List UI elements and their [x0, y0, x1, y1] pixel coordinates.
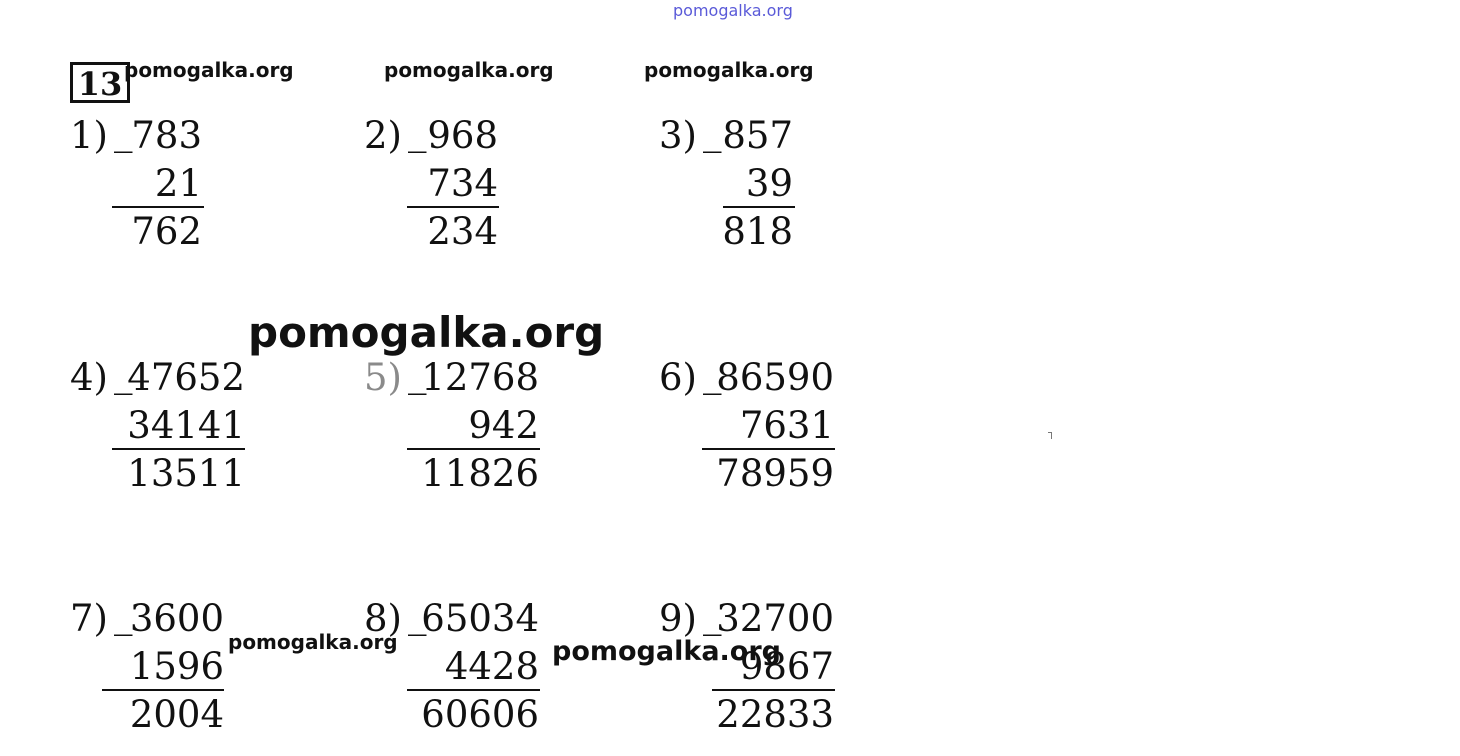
minus-sign: _ — [114, 352, 133, 395]
watermark-header-1: pomogalka.org — [124, 58, 294, 82]
difference: 234 — [427, 210, 498, 253]
watermark-header-3: pomogalka.org — [644, 58, 814, 82]
problem-label: 2) — [364, 114, 402, 157]
difference: 2004 — [129, 693, 224, 736]
minuend: 12768 — [421, 356, 539, 399]
problem-label: 4) — [70, 356, 108, 399]
watermark-bottom-2: pomogalka.org — [552, 636, 781, 667]
subtraction-problem-1 — [70, 112, 270, 262]
minus-sign: _ — [114, 110, 133, 153]
minus-sign: _ — [703, 593, 722, 636]
subtrahend: 7631 — [739, 404, 834, 447]
subtrahend: 34141 — [127, 404, 245, 447]
watermark-header-2: pomogalka.org — [384, 58, 554, 82]
stray-mark — [1048, 432, 1052, 439]
subtrahend: 4428 — [444, 645, 539, 688]
minus-sign: _ — [114, 593, 133, 636]
watermark-top: pomogalka.org — [673, 1, 793, 20]
minuend: 65034 — [421, 597, 539, 640]
subtraction-problem-2 — [364, 112, 564, 262]
minus-sign: _ — [703, 110, 722, 153]
difference: 13511 — [127, 452, 245, 495]
subtraction-problem-3 — [659, 112, 859, 262]
subtraction-problem-7 — [70, 595, 270, 745]
problem-label: 9) — [659, 597, 697, 640]
subtraction-problem-4 — [70, 354, 270, 504]
problem-label: 7) — [70, 597, 108, 640]
difference: 60606 — [421, 693, 539, 736]
subtrahend: 734 — [427, 162, 498, 205]
subtrahend: 9867 — [739, 645, 834, 688]
subtrahend: 1596 — [129, 645, 224, 688]
problem-label: 5) — [364, 356, 402, 399]
watermark-bottom-1: pomogalka.org — [228, 630, 398, 654]
difference: 762 — [131, 210, 202, 253]
problem-label: 8) — [364, 597, 402, 640]
minuend: 783 — [131, 114, 202, 157]
subtraction-problem-9 — [659, 595, 859, 745]
task-number: 13 — [70, 62, 130, 103]
difference: 22833 — [716, 693, 834, 736]
minuend: 968 — [427, 114, 498, 157]
problem-label: 3) — [659, 114, 697, 157]
minus-sign: _ — [703, 352, 722, 395]
minuend: 32700 — [716, 597, 834, 640]
subtrahend: 942 — [468, 404, 539, 447]
minus-sign: _ — [408, 110, 427, 153]
difference: 11826 — [421, 452, 539, 495]
minus-sign: _ — [408, 593, 427, 636]
minuend: 47652 — [127, 356, 245, 399]
difference: 818 — [722, 210, 793, 253]
minuend: 86590 — [716, 356, 834, 399]
subtraction-problem-5 — [364, 354, 564, 504]
subtrahend: 21 — [154, 162, 202, 205]
minuend: 857 — [722, 114, 793, 157]
difference: 78959 — [716, 452, 834, 495]
subtraction-problem-6 — [659, 354, 859, 504]
subtraction-problem-8 — [364, 595, 564, 745]
subtrahend: 39 — [745, 162, 793, 205]
minus-sign: _ — [408, 352, 427, 395]
minuend: 3600 — [129, 597, 224, 640]
problem-label: 6) — [659, 356, 697, 399]
watermark-center: pomogalka.org — [248, 308, 605, 357]
problem-label: 1) — [70, 114, 108, 157]
